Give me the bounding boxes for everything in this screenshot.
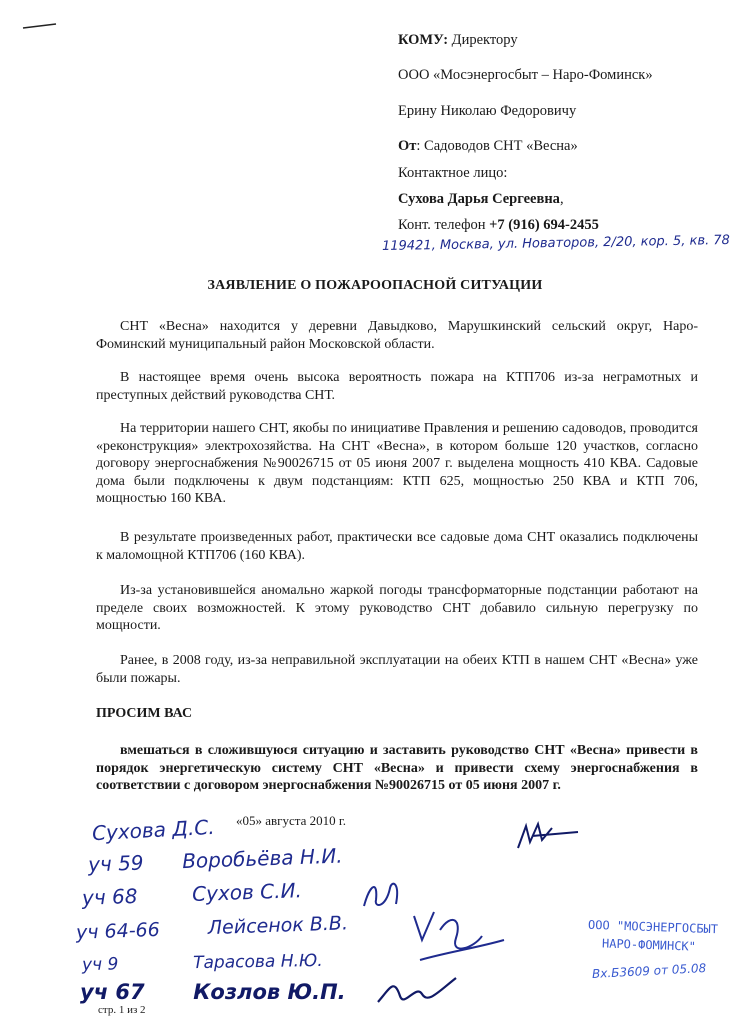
to-value: Директору [448,32,518,48]
sender-line [398,138,578,155]
document-date: «05» августа 2010 г. [236,813,346,828]
contact-name-line: Сухова Дарья Сергеевна, [398,191,564,207]
paragraph: На территории нашего СНТ, якобы по инициативе Правления и решению садоводов, проводится «реконструкция» электрохозяйства. На СНТ «Весна», в котором больше 120 участков, согласно договору энергоснабжения №90026715 от 05 июня 2007 г. выделена мощность 410 КВА. Садовые дома были подключены к двум подстанциям: КТП 625, мощностью 250 КВА и КТП 706, мощностью 160 КВА. [96,421,698,506]
to-label: КОМУ: [398,32,449,48]
plot-number: уч 67 [80,980,145,1004]
signature-scribble [512,818,582,858]
paragraph: В результате произведенных работ, практически все садовые дома СНТ оказались подключены к маломощной КТП706 (160 КВА). [96,530,698,563]
contact-label: Контактное лицо: [398,165,508,181]
recipient-person: Ерину Николаю Федоровичу [398,103,577,119]
signer-name: Сухов С.И. [191,878,303,906]
signer-name: Сухова Д.С. [91,814,216,846]
contact-name: Сухова Дарья Сергеевна [398,191,560,207]
phone-label: Конт. телефон [398,217,490,233]
from-value: : Садоводов СНТ «Весна» [416,138,578,154]
signature-row-3 [82,878,303,910]
document-title: ЗАЯВЛЕНИЕ О ПОЖАРООПАСНОЙ СИТУАЦИИ [207,278,543,293]
request-text: вмешаться в сложившуюся ситуацию и заставить руководство СНТ «Весна» привести в порядок энергетическую систему СНТ «Весна» и привести схему энергоснабжения в соответствии с договором энергоснабжения №90026715 от 05 июня 2007 г. [96,743,698,793]
plot-number: уч 59 [87,850,144,877]
phone-value: +7 (916) 694-2455 [489,217,599,233]
signature-row-5 [82,951,323,975]
stamp-line-3: Вх.Б3609 от 05.08 [591,961,707,981]
plot-number: уч 64-66 [75,918,161,944]
stamp-line-2: НАРО-ФОМИНСК" [601,936,697,954]
signature-row-1 [91,815,215,845]
signer-name: Лейсенок В.В. [207,912,349,940]
signer-name: Козлов Ю.П. [193,980,346,1004]
signature-row-2 [88,844,343,877]
stamp-line-1: ООО "МОСЭНЕРГОСБЫТ [587,917,719,937]
request-heading: ПРОСИМ ВАС [96,706,193,721]
paragraph: СНТ «Весна» находится у деревни Давыдково, Марушкинский сельский округ, Наро-Фоминский муниципальный район Московской области. [96,319,698,352]
recipient-company: ООО «Мосэнергосбыт – Наро-Фоминск» [398,67,653,83]
registration-stamp [584,908,750,1000]
signer-name: Тарасова Н.Ю. [192,950,323,974]
phone-line [398,217,599,234]
plot-number: уч 68 [81,883,138,910]
from-label: От [398,138,417,154]
recipient-line [398,32,518,49]
plot-number: уч 9 [81,954,119,976]
corner-mark [22,22,58,30]
paragraph: Из-за установившейся аномально жаркой погоды трансформаторные подстанции работают на пределе своих возможностей. К этому руководство СНТ добавило сильную перегрузку по мощности. [96,583,698,633]
page-number: стр. 1 из 2 [98,1004,146,1016]
signer-name: Воробьёва Н.И. [181,843,343,874]
signature-scribble [372,968,462,1012]
paragraph: Ранее, в 2008 году, из-за неправильной эксплуатации на обеих КТП в нашем СНТ «Весна» уже были пожары. [96,653,698,686]
signature-row-6 [80,980,346,1004]
paragraph: В настоящее время очень высока вероятность пожара на КТП706 из-за неграмотных и преступных действий руководства СНТ. [96,370,698,403]
handwritten-address: 119421, Москва, ул. Новаторов, 2/20, кор. 5, кв. 78 [381,232,730,255]
signature-row-4 [76,912,349,943]
